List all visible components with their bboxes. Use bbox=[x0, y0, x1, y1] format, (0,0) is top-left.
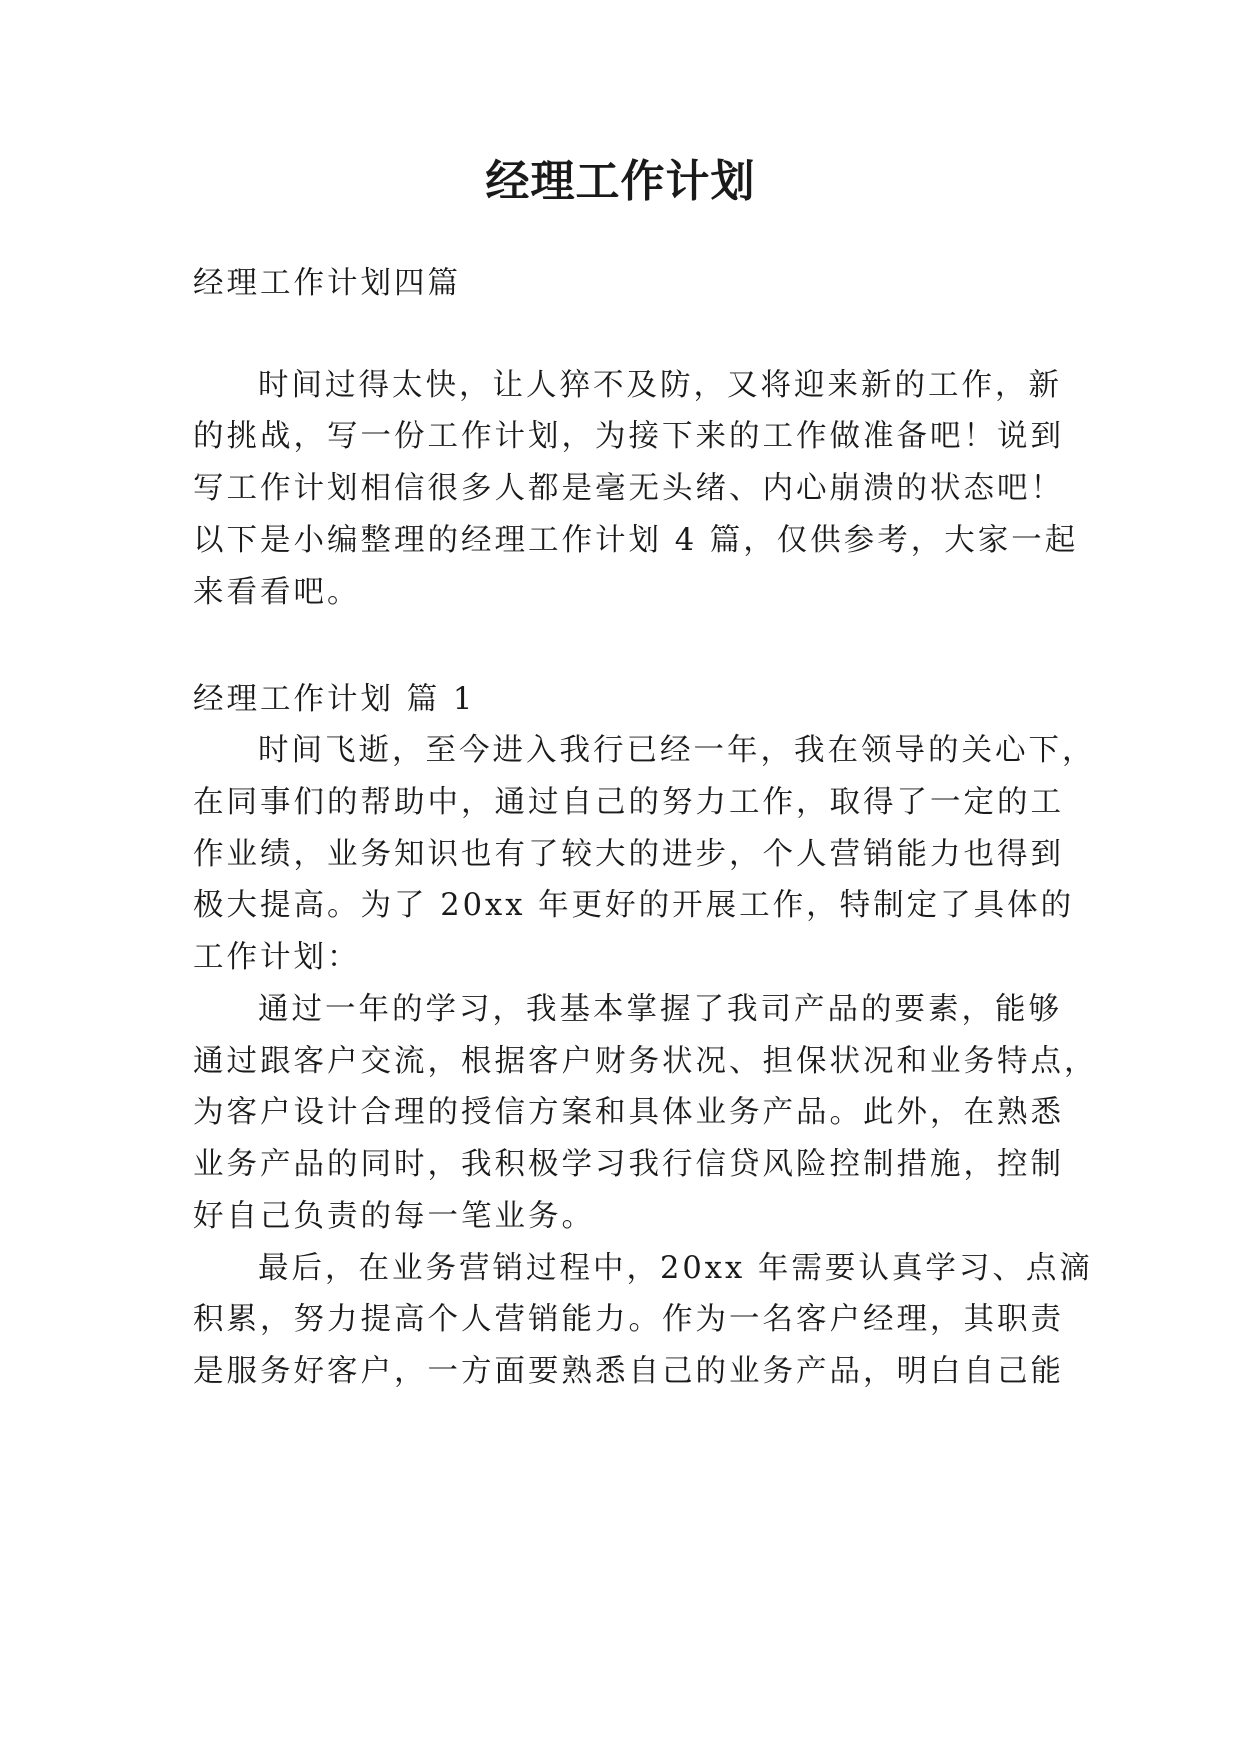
paragraph-line: 通过一年的学习，我基本掌握了我司产品的要素，能够 bbox=[258, 992, 1062, 1027]
document-subtitle: 经理工作计划四篇 bbox=[193, 266, 461, 301]
paragraph-line: 作业绩，业务知识也有了较大的进步，个人营销能力也得到 bbox=[193, 837, 1064, 872]
paragraph-line: 好自己负责的每一笔业务。 bbox=[193, 1199, 595, 1234]
document-title: 经理工作计划 bbox=[485, 156, 756, 207]
intro-line: 以下是小编整理的经理工作计划 4 篇，仅供参考，大家一起 bbox=[193, 523, 1079, 558]
intro-line: 时间过得太快，让人猝不及防，又将迎来新的工作，新 bbox=[258, 368, 1062, 403]
section-heading: 经理工作计划 篇 1 bbox=[193, 682, 476, 717]
paragraph-line: 时间飞逝，至今进入我行已经一年，我在领导的关心下， bbox=[258, 733, 1096, 768]
paragraph-line: 为客户设计合理的授信方案和具体业务产品。此外，在熟悉 bbox=[193, 1095, 1064, 1130]
intro-line: 来看看吧。 bbox=[193, 575, 361, 610]
paragraph-line: 工作计划： bbox=[193, 940, 361, 975]
paragraph-line: 在同事们的帮助中，通过自己的努力工作，取得了一定的工 bbox=[193, 785, 1064, 820]
paragraph-line: 极大提高。为了 20xx 年更好的开展工作，特制定了具体的 bbox=[193, 888, 1075, 923]
intro-line: 的挑战，写一份工作计划，为接下来的工作做准备吧！说到 bbox=[193, 419, 1064, 454]
paragraph-line: 最后，在业务营销过程中，20xx 年需要认真学习、点滴 bbox=[258, 1251, 1093, 1286]
paragraph-line: 是服务好客户，一方面要熟悉自己的业务产品，明白自己能 bbox=[193, 1354, 1064, 1389]
intro-line: 写工作计划相信很多人都是毫无头绪、内心崩溃的状态吧！ bbox=[193, 471, 1064, 506]
paragraph-line: 业务产品的同时，我积极学习我行信贷风险控制措施，控制 bbox=[193, 1147, 1064, 1182]
paragraph-line: 通过跟客户交流，根据客户财务状况、担保状况和业务特点， bbox=[193, 1044, 1098, 1079]
paragraph-line: 积累，努力提高个人营销能力。作为一名客户经理，其职责 bbox=[193, 1302, 1064, 1337]
